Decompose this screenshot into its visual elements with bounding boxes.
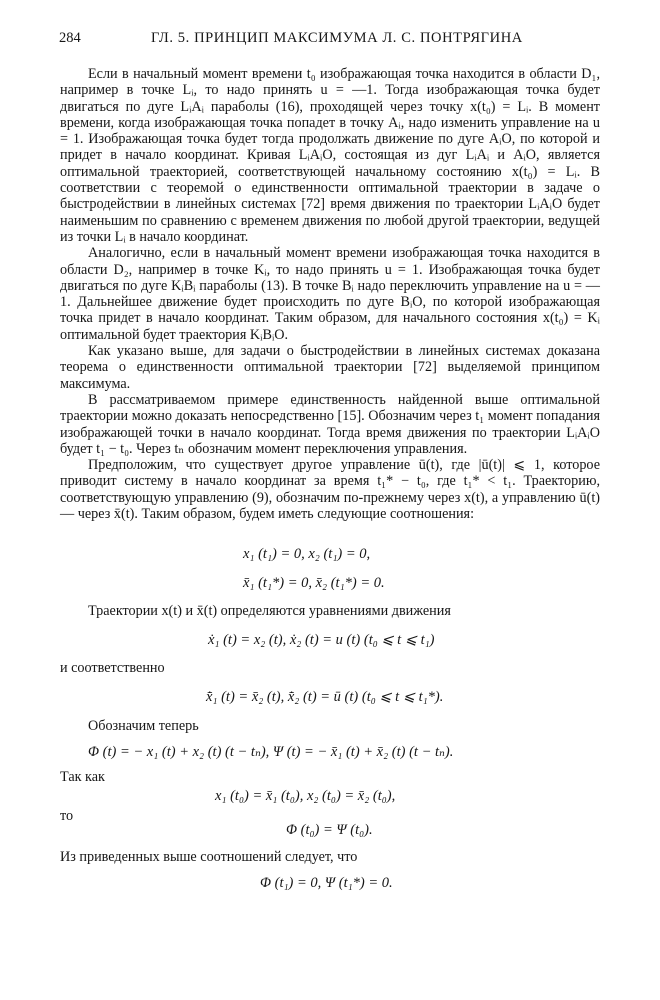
text-trajectories: Траектории x(t) и x̄(t) определяются уравнениями движения [88, 603, 451, 619]
paragraph-2: Аналогично, если в начальный момент времени изображающая точка находится в области D₂, например в точке Kᵢ, то надо принять u = 1. Изображающая точка будет двигаться по дуге KᵢBᵢ параболы (13). В точке Bᵢ надо переключить управление на u = —1. Дальнейшее движение будет происходить по дуге BᵢO, по которой изображающая точка придет в начало координат. Таким образом, для начального состояния x(t₀) = Kᵢ оптимальной будет траектория KᵢBᵢO. [60, 245, 600, 343]
page-number: 284 [59, 30, 81, 46]
paragraph-5: Предположим, что существует другое управление ū(t), где |ū(t)| ⩽ 1, которое приводит систему в начало координат за время t₁* − t₀, где t₁* < t₁. Траекторию, соответствующую управлению (9), обозначим по-прежнему через x(t), а управлению ū(t) — через x̄(t). Таким образом, будем иметь следующие соотношения: [60, 457, 600, 523]
equation-phi-psi-t0: Φ (t₀) = Ψ (t₀). [286, 822, 373, 838]
equation-terminal-state-bar: x̄₁ (t₁*) = 0, x̄₂ (t₁*) = 0. [243, 575, 385, 591]
equation-motion: ẋ₁ (t) = x₂ (t), ẋ₂ (t) = u (t) (t₀ ⩽ t ⩽ t₁) [208, 632, 435, 648]
text-then: то [60, 808, 74, 824]
body-text-block-1 [60, 66, 600, 522]
text-since: Так как [60, 769, 105, 785]
text-follows: Из приведенных выше соотношений следует, что [60, 849, 358, 865]
equation-motion-bar: x̄̇₁ (t) = x̄₂ (t), x̄̇₂ (t) = ū (t) (t₀ ⩽ t ⩽ t₁*). [206, 689, 444, 705]
text-respectively: и соответственно [60, 660, 165, 676]
paragraph-1: Если в начальный момент времени t₀ изображающая точка находится в области D₁, например в точке Lᵢ, то надо принять u = —1. Тогда изображающая точка будет двигаться по дуге LᵢAᵢ параболы (16), проходящей через точку x(t₀) = Lᵢ. В момент времени, когда изображающая точка попадет в точку Aᵢ, надо изменить управление на u = 1. Изображающая точка будет тогда продолжать движение по дуге AᵢO, по которой и придет в начало координат. Кривая LᵢAᵢO, состоящая из дуг LᵢAᵢ и AᵢO, является оптимальной траекторией, соответствующей начальному состоянию x(t₀) = Lᵢ. В соответствии с теоремой о единственности оптимальной траектории в задаче о быстродействии в линейных системах [72] время движения по траектории LᵢAᵢO будет наименьшим по сравнению с временем движения по любой другой траектории, ведущей из точки Lᵢ в начало координат. [60, 66, 600, 245]
paragraph-4: В рассматриваемом примере единственность найденной выше оптимальной траектории можно доказать непосредственно [15]. Обозначим через t₁ момент попадания изображающей точки в начало координат. Тогда время движения по траектории LᵢAᵢO будет t₁ − t₀. Через tₙ обозначим момент переключения управления. [60, 391, 600, 457]
equation-initial: x₁ (t₀) = x̄₁ (t₀), x₂ (t₀) = x̄₂ (t₀), [215, 788, 396, 804]
text-denote: Обозначим теперь [88, 718, 199, 734]
equation-terminal-state: x₁ (t₁) = 0, x₂ (t₁) = 0, [243, 546, 371, 562]
running-title: ГЛ. 5. ПРИНЦИП МАКСИМУМА Л. С. ПОНТРЯГИНА [151, 30, 523, 46]
paragraph-3: Как указано выше, для задачи о быстродействии в линейных системах доказана теорема о единственности оптимальной траектории [72] выделяемой принципом максимума. [60, 343, 600, 392]
equation-phi-psi: Φ (t) = − x₁ (t) + x₂ (t) (t − tₙ), Ψ (t) = − x̄₁ (t) + x̄₂ (t) (t − tₙ). [88, 744, 454, 760]
equation-phi-psi-terminal: Φ (t₁) = 0, Ψ (t₁*) = 0. [260, 875, 393, 891]
